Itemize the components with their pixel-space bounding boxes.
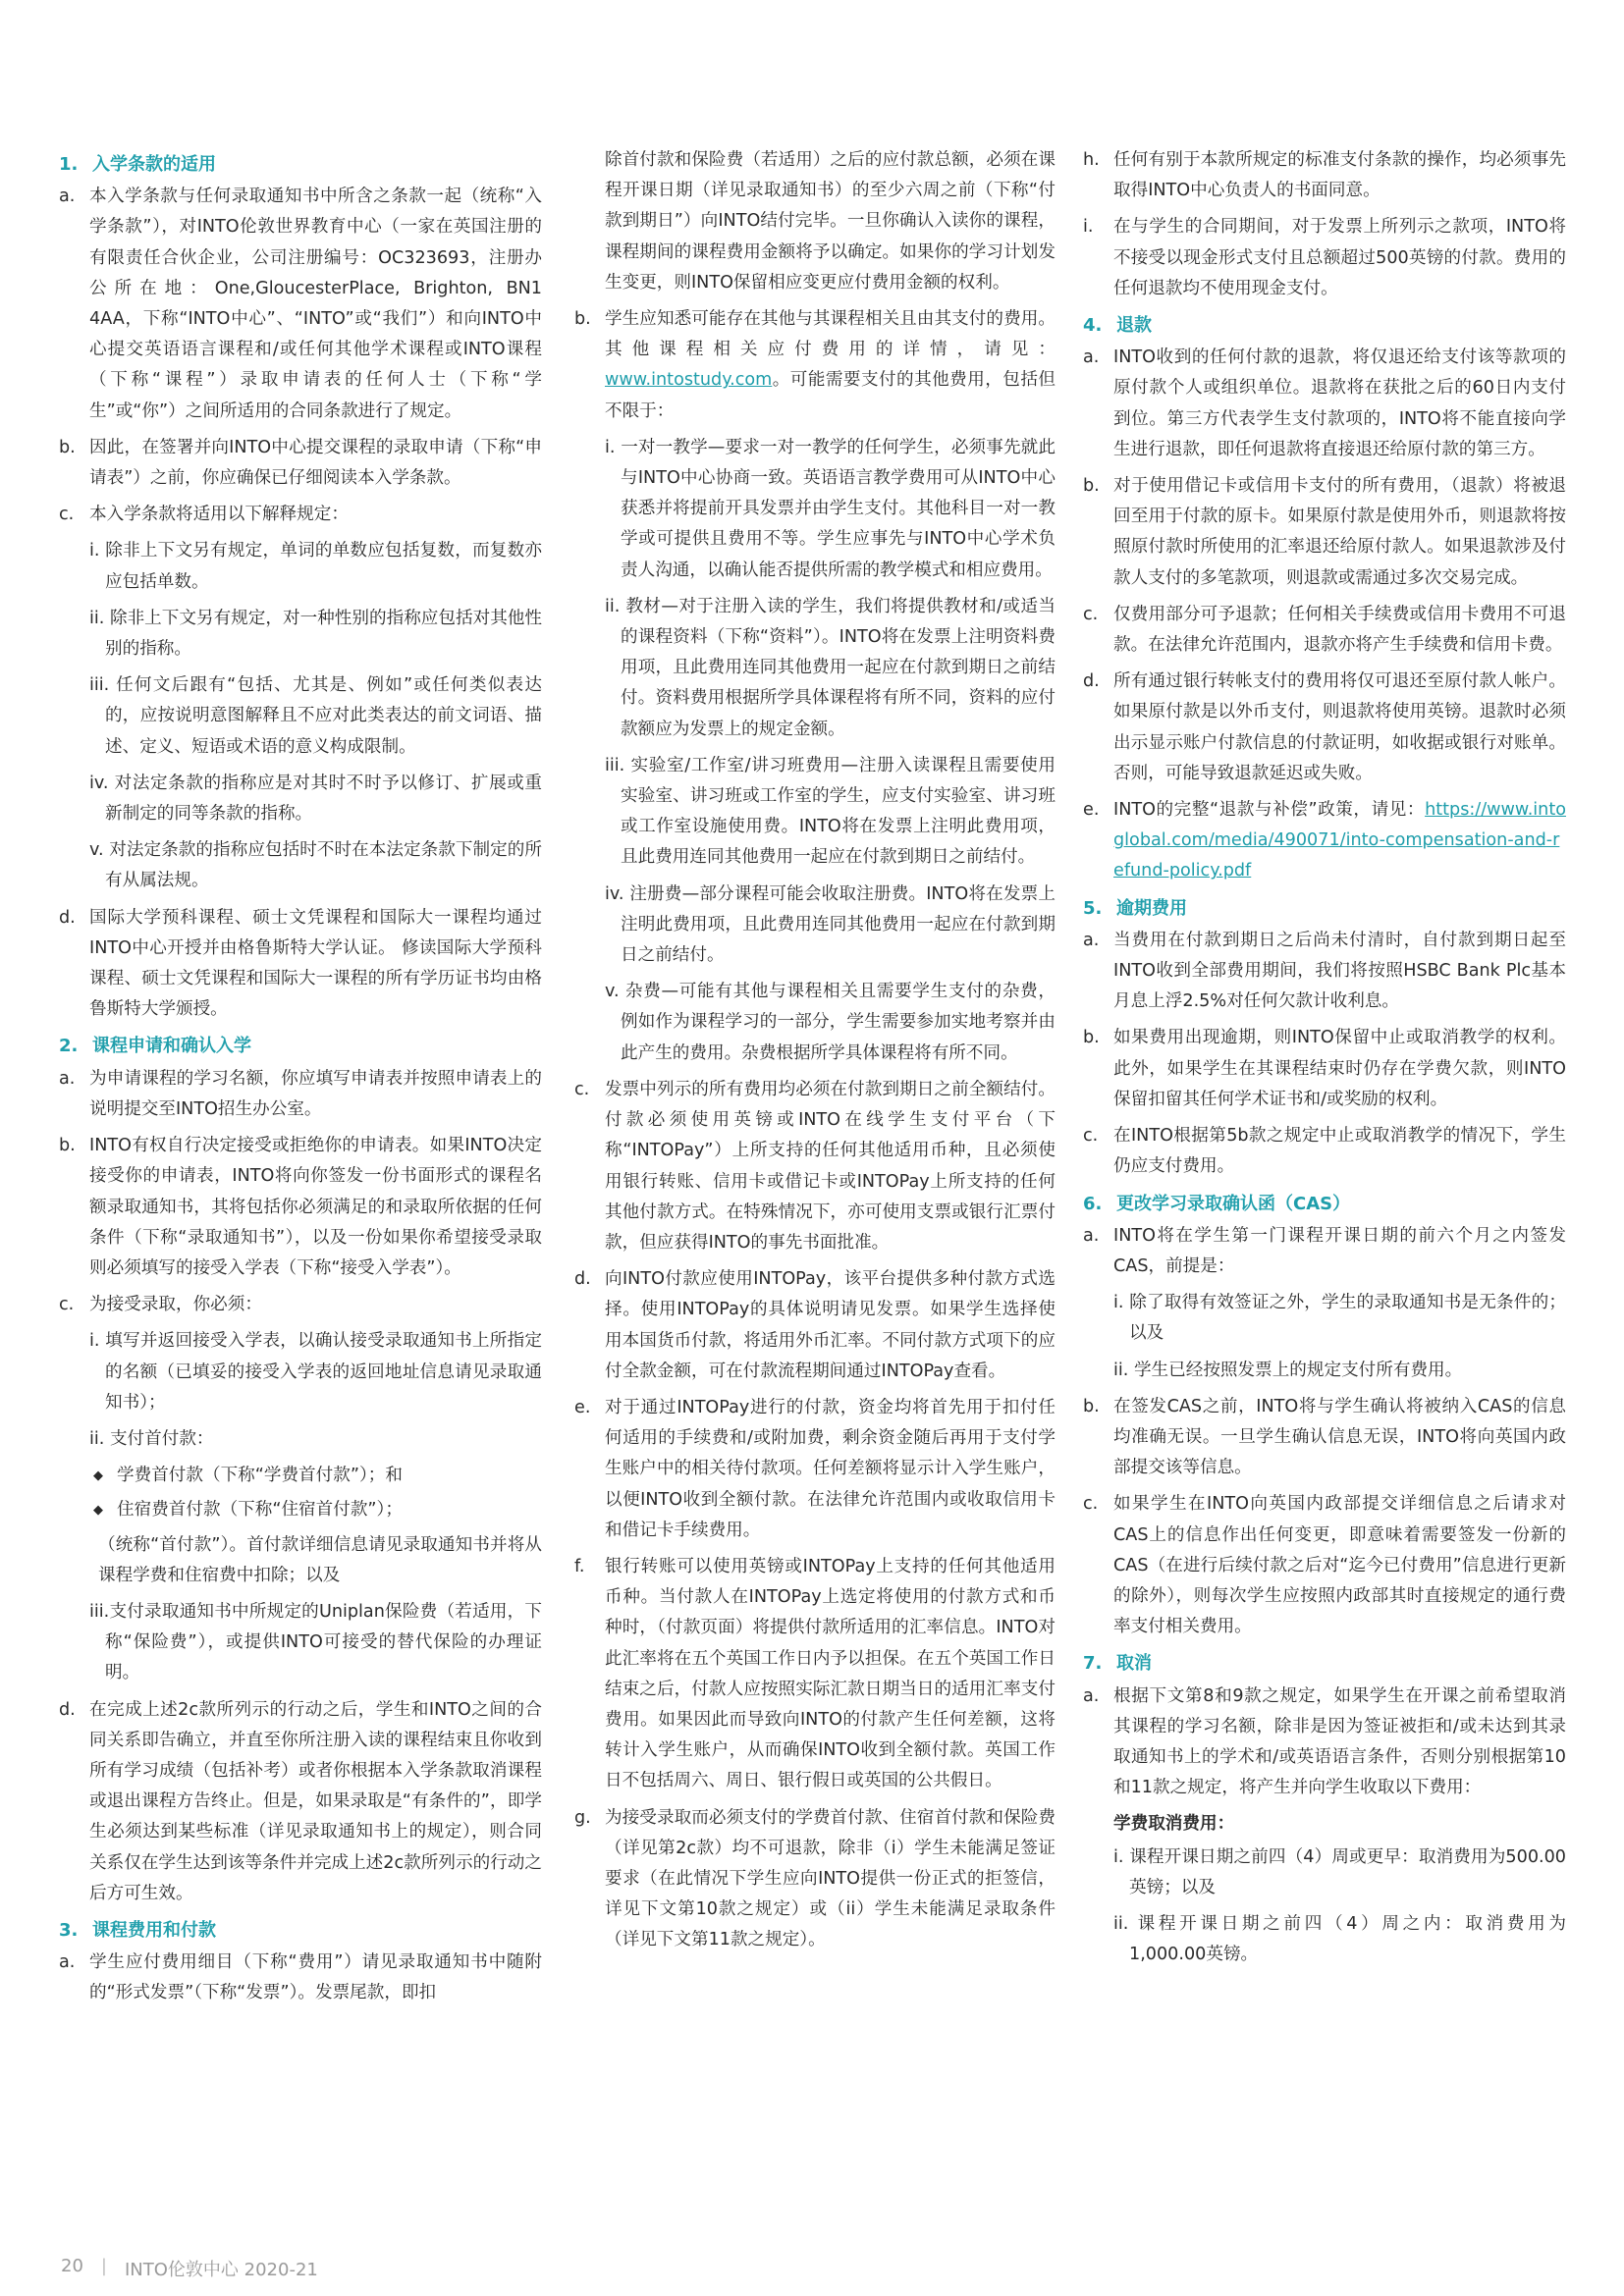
clause-5a <box>1083 926 1566 1018</box>
clause-text: 银行转账可以使用英镑或INTOPay上支持的任何其他适用币种。当付款人在INTOPay上选定将使用的付款方式和币种时，（付款页面）将提供付款所适用的汇率信息。INTO对此汇率将在五个英国工作日内予以担保。在五个英国工作日结束之后，付款人应按照实际汇款日期当日的适用汇率支付费用。如果因此而导致向INTO的付款产生任何差额，这将转计入学生账户，从而确保INTO收到全额付款。英国工作日不包括周六、周日、银行假日或英国的公共假日。 <box>605 1556 1056 1791</box>
clause-3g <box>574 1803 1056 1956</box>
clause-label: g. <box>574 1807 591 1828</box>
clause-text-part: 。可能需要支付的其他费用，包括但不限于： <box>605 370 1056 421</box>
clause-4e <box>1083 795 1566 887</box>
bullet-item <box>59 1461 542 1491</box>
clause-5b <box>1083 1023 1566 1115</box>
section-6-heading <box>1083 1189 1566 1219</box>
clause-text: 为申请课程的学习名额，你应填写申请表并按照申请表上的说明提交至INTO招生办公室。 <box>89 1068 542 1119</box>
clause-3b <box>574 304 1056 427</box>
section-1-heading <box>59 149 542 180</box>
clause-text-part: 学生应知悉可能存在其他与其课程相关且由其支付的费用。其他课程相关应付费用的详情，请见： <box>605 309 1056 360</box>
clause-1c-ii: ii. 除非上下文另有规定，对一种性别的指称应包括对其他性别的指称。 <box>89 608 542 660</box>
clause-text: 发票中列示的所有费用均必须在付款到期日之前全额结付。付款必须使用英镑或INTO在线学生支付平台（下称“INTOPay”）上所支持的任何其他适用币种，且必须使用银行转账、信用卡或借记卡或INTOPay上所支持的任何其他付款方式。在特殊情况下，亦可使用支票或银行汇票付款，但应获得INTO的事先书面批准。 <box>605 1079 1056 1253</box>
refund-policy-link[interactable]: https://www.intoglobal.com/media/490071/into-compensation-and-refund-policy.pdf <box>1113 800 1566 881</box>
clause-label: b. <box>574 309 591 330</box>
clause-2c-i: i. 填写并返回接受入学表，以确认接受录取通知书上所指定的名额（已填妥的接受入学表的返回地址信息请见录取通知书）； <box>89 1331 542 1413</box>
clause-3h <box>1083 145 1566 206</box>
clause-3i <box>1083 212 1566 304</box>
clause-label: i. <box>1083 217 1094 238</box>
clause-label: a. <box>1083 347 1100 368</box>
clause-text: 在完成上述2c款所列示的行动之后，学生和INTO之间的合同关系即告确立，并直至你所注册入读的课程结束且你收到所有学习成绩（包括补考）或者你根据本入学条款取消课程或退出课程方告终止。但是，如果录取是“有条件的”，即学生必须达到某些标准（详见录取通知书上的规定），则合同关系仅在学生达到该等条件并完成上述2c款所列示的行动之后方可生效。 <box>89 1699 542 1903</box>
section-number: 3. <box>59 1919 79 1941</box>
clause-6b <box>1083 1392 1566 1484</box>
section-2-heading <box>59 1031 542 1061</box>
down-payment-note: （统称“首付款”）。首付款详细信息请见录取通知书并将从课程学费和住宿费中扣除；以及 <box>98 1534 542 1585</box>
page-number: 20 <box>61 2256 83 2276</box>
clause-text: 本入学条款与任何录取通知书中所含之条款一起（统称“入学条款”），对INTO伦敦世界教育中心（一家在英国注册的有限责任合伙企业，公司注册编号：OC323693，注册办公所在地：One,GloucesterPlace, Brighton, BN1 4AA，下称“INTO中心”、“INTO”或“我们”）和向INTO中心提交英语语言课程和/或任何其他学术课程或INTO课程（下称“课程”）录取申请表的任何人士（下称“学生”或“你”）之间所适用的合同条款进行了规定。 <box>89 187 542 421</box>
clause-text: 所有通过银行转帐支付的费用将仅可退还至原付款人帐户。如果原付款是以外币支付，则退款将使用英镑。退款时必须出示显示账户付款信息的付款证明，如收据或银行对账单。否则，可能导致退款延迟或失败。 <box>1113 671 1566 783</box>
column-3 <box>1083 145 1566 1976</box>
clause-3b-ii: ii. 教材—对于注册入读的学生，我们将提供教材和/或适当的课程资料（下称“资料”）。INTO将在发票上注明资料费用项，且此费用连同其他费用一起应在付款到期日之前结付。资料费用根据所学具体课程将有所不同，资料的应付款额应为发票上的规定金额。 <box>605 596 1056 739</box>
clause-text: 当费用在付款到期日之后尚未付清时，自付款到期日起至INTO收到全部费用期间，我们将按照HSBC Bank Plc基本月息上浮2.5%对任何欠款计收利息。 <box>1113 930 1566 1012</box>
clause-label: b. <box>1083 476 1100 497</box>
clause-text: 因此，在签署并向INTO中心提交课程的录取申请（下称“申请表”）之前，你应确保已仔细阅读本入学条款。 <box>89 437 542 489</box>
section-3-heading <box>59 1915 542 1946</box>
clause-label: c. <box>1083 604 1099 624</box>
clause-3b-iii: iii. 实验室/工作室/讲习班费用—注册入读课程且需要使用实验室、讲习班或工作室的学生，应支付实验室、讲习班或工作室设施使用费。INTO将在发票上注明此费用项，且此费用连同其他费用一起应在付款到期日之前结付。 <box>605 755 1056 868</box>
clause-2c-ii: ii. 支付首付款： <box>89 1428 214 1449</box>
section-7-heading <box>1083 1648 1566 1679</box>
clause-label: f. <box>574 1556 585 1576</box>
clause-3e <box>574 1393 1056 1546</box>
clause-7a-i: i. 课程开课日期之前四（4）周或更早：取消费用为500.00英镑；以及 <box>1113 1846 1566 1897</box>
clause-3f <box>574 1552 1056 1797</box>
clause-1c-v: v. 对法定条款的指称应包括时不时在本法定条款下制定的所有从属法规。 <box>89 840 542 891</box>
clause-text-part: INTO的完整“退款与补偿”政策，请见： <box>1113 800 1426 821</box>
clause-label: c. <box>574 1079 590 1099</box>
clause-6a-ii: ii. 学生已经按照发票上的规定支付所有费用。 <box>1113 1360 1463 1380</box>
clause-text: INTO将在学生第一门课程开课日期的前六个月之内签发CAS，前提是： <box>1113 1225 1566 1276</box>
clause-2c-iii: iii.支付录取通知书中所规定的Uniplan保险费（若适用，下称“保险费”），或提供INTO可接受的替代保险的办理证明。 <box>89 1601 542 1683</box>
clause-label: c. <box>1083 1126 1099 1147</box>
clause-2b <box>59 1131 542 1284</box>
clause-3b-v: v. 杂费—可能有其他与课程相关且需要学生支付的杂费，例如作为课程学习的一部分，学生需要参加实地考察并由此产生的费用。杂费根据所学具体课程将有所不同。 <box>605 982 1056 1063</box>
clause-7a-ii: ii. 课程开课日期之前四（4）周之内：取消费用为1,000.00英镑。 <box>1113 1913 1566 1965</box>
clause-3a-continued: 除首付款和保险费（若适用）之后的应付款总额，必须在课程开课日期（详见录取通知书）的至少六周之前（下称“付款到期日”）向INTO结付完毕。一旦你确认入读你的课程，课程期间的课程费用金额将予以确定。如果你的学习计划发生变更，则INTO保留相应变更应付费用金额的权利。 <box>605 150 1056 293</box>
footer-title: INTO伦敦中心 2020-21 <box>124 2260 318 2280</box>
clause-label: h. <box>1083 150 1100 170</box>
clause-6a-i: i. 除了取得有效签证之外，学生的录取通知书是无条件的；以及 <box>1113 1293 1566 1344</box>
clause-text: 国际大学预科课程、硕士文凭课程和国际大一课程均通过INTO中心开授并由格鲁斯特大学认证。 修读国际大学预科课程、硕士文凭课程和国际大一课程的所有学历证书均由格鲁斯特大学颁授。 <box>89 907 542 1020</box>
clause-text: 向INTO付款应使用INTOPay，该平台提供多种付款方式选择。使用INTOPay的具体说明请见发票。如果学生选择使用本国货币付款，将适用外币汇率。不同付款方式项下的应付全款金额，可在付款流程期间通过INTOPay查看。 <box>605 1269 1056 1381</box>
bullet-text: 住宿费首付款（下称“住宿首付款”）； <box>117 1500 403 1521</box>
page-footer <box>61 2256 318 2281</box>
section-title: 课程费用和付款 <box>92 1919 216 1941</box>
clause-text: INTO收到的任何付款的退款，将仅退还给支付该等款项的原付款个人或组织单位。退款将在获批之后的60日内支付到位。第三方代表学生支付款项的，INTO将不能直接向学生进行退款，即任何退款将直接退还给原付款的第三方。 <box>1113 347 1566 459</box>
clause-6a <box>1083 1221 1566 1282</box>
diamond-bullet-icon: ◆ <box>93 1468 103 1484</box>
clause-text: 仅费用部分可予退款；任何相关手续费或信用卡费用不可退款。在法律允许范围内，退款亦将产生手续费和信用卡费。 <box>1113 604 1566 656</box>
clause-text: 如果学生在INTO向英国内政部提交详细信息之后请求对CAS上的信息作出任何变更，即意味着需要签发一份新的CAS（在进行后续付款之后对“迄今已付费用”信息进行更新的除外），则每次学生应按照内政部其时直接规定的通行费率支付相关费用。 <box>1113 1494 1566 1637</box>
clause-4d <box>1083 667 1566 789</box>
clause-2c <box>59 1290 542 1320</box>
clause-1d <box>59 903 542 1026</box>
diamond-bullet-icon: ◆ <box>93 1503 103 1519</box>
clause-1c-iii: iii. 任何文后跟有“包括、尤其是、例如”或任何类似表达的，应按说明意图解释且不应对此类表达的前文词语、描述、定义、短语或术语的意义构成限制。 <box>89 675 542 757</box>
clause-label: d. <box>59 1699 76 1720</box>
clause-label: d. <box>574 1269 591 1290</box>
clause-label: d. <box>1083 671 1100 692</box>
clause-text: INTO有权自行决定接受或拒绝你的申请表。如果INTO决定接受你的申请表，INTO将向你签发一份书面形式的课程名额录取通知书，其将包括你必须满足的和录取所依据的任何条件（下称“录取通知书”），以及一份如果你希望接受录取则必须填写的接受入学表（下称“接受入学表”）。 <box>89 1136 542 1278</box>
clause-7a <box>1083 1682 1566 1804</box>
clause-text: 为接受录取，你必须： <box>89 1295 262 1315</box>
section-4-heading <box>1083 310 1566 341</box>
section-number: 4. <box>1083 315 1103 337</box>
clause-text: 为接受录取而必须支付的学费首付款、住宿首付款和保险费（详见第2c款）均不可退款，除非（i）学生未能满足签证要求（在此情况下学生应向INTO提供一份正式的拒签信，详见下文第10款之规定）或（ii）学生未能满足录取条件（详见下文第11款之规定）。 <box>605 1807 1056 1950</box>
clause-2d <box>59 1695 542 1909</box>
clause-1a <box>59 182 542 427</box>
clause-label: d. <box>59 907 76 928</box>
clause-1c-i: i. 除非上下文另有规定，单词的单数应包括复数，而复数亦应包括单数。 <box>89 541 542 592</box>
clause-4b <box>1083 471 1566 594</box>
clause-text: 根据下文第8和9款之规定，如果学生在开课之前希望取消其课程的学习名额，除非是因为签证被拒和/或未达到其录取通知书上的学术和/或英语语言条件，否则分别根据第10和11款之规定，将产生并向学生收取以下费用： <box>1113 1685 1566 1798</box>
clause-3d <box>574 1264 1056 1387</box>
section-title: 课程申请和确认入学 <box>92 1036 251 1057</box>
clause-text: 在INTO根据第5b款之规定中止或取消教学的情况下，学生仍应支付费用。 <box>1113 1126 1566 1177</box>
clause-text <box>1113 795 1566 887</box>
clause-3b-i: i. 一对一教学—要求一对一教学的任何学生，必须事先就此与INTO中心协商一致。英语语言教学费用可从INTO中心获悉并将提前开具发票并由学生支付。其他科目一对一教学或可提供且费用不等。学生应事先与INTO中心学术负责人沟通，以确认能否提供所需的教学模式和相应费用。 <box>605 437 1056 580</box>
clause-label: c. <box>1083 1494 1099 1515</box>
clause-1b <box>59 433 542 494</box>
clause-4a <box>1083 343 1566 465</box>
clause-label: b. <box>59 1136 76 1156</box>
clause-text <box>605 304 1056 427</box>
clause-text: 在与学生的合同期间，对于发票上所列示之款项，INTO将不接受以现金形式支付且总额超过500英镑的付款。费用的任何退款均不使用现金支付。 <box>1113 217 1566 298</box>
clause-text: 本入学条款将适用以下解释规定： <box>89 505 349 525</box>
section-title: 取消 <box>1116 1653 1152 1675</box>
clause-label: a. <box>1083 1685 1100 1706</box>
clause-label: c. <box>59 1295 75 1315</box>
clause-text: 任何有别于本款所规定的标准支付条款的操作，均必须事先取得INTO中心负责人的书面同意。 <box>1113 150 1566 201</box>
column-2 <box>574 145 1056 1962</box>
section-title: 入学条款的适用 <box>92 154 216 175</box>
clause-label: b. <box>1083 1396 1100 1416</box>
clause-5c <box>1083 1121 1566 1182</box>
section-number: 6. <box>1083 1193 1103 1214</box>
clause-text: 在签发CAS之前，INTO将与学生确认将被纳入CAS的信息均准确无误。一旦学生确认信息无误，INTO将向英国内政部提交该等信息。 <box>1113 1396 1566 1478</box>
bullet-item <box>59 1495 542 1525</box>
bullet-text: 学费首付款（下称“学费首付款”）；和 <box>117 1466 403 1486</box>
clause-text: 对于通过INTOPay进行的付款，资金均将首先用于扣付任何适用的手续费和/或附加费，剩余资金随后再用于支付学生账户中的相关待付款项。任何差额将显示计入学生账户，以便INTO收到全额付款。在法律允许范围内或收取信用卡和借记卡手续费用。 <box>605 1397 1056 1540</box>
clause-label: e. <box>1083 800 1100 821</box>
section-number: 7. <box>1083 1653 1103 1675</box>
section-number: 1. <box>59 154 79 175</box>
clause-text: 如果费用出现逾期，则INTO保留中止或取消教学的权利。此外，如果学生在其课程结束时仍存在学费欠款，则INTO保留扣留其任何学术证书和/或奖励的权利。 <box>1113 1028 1566 1109</box>
clause-3c <box>574 1075 1056 1258</box>
clause-4c <box>1083 600 1566 661</box>
clause-label: b. <box>59 437 76 457</box>
intostudy-link[interactable]: www.intostudy.com <box>605 370 773 391</box>
column-1 <box>59 145 542 2015</box>
section-title: 退款 <box>1116 315 1152 337</box>
clause-label: a. <box>59 187 76 207</box>
section-title: 更改学习录取确认函（CAS） <box>1116 1193 1351 1214</box>
clause-3b-iv: iv. 注册费—部分课程可能会收取注册费。INTO将在发票上注明此费用项，且此费用连同其他费用一起应在付款到期日之前结付。 <box>605 883 1056 966</box>
clause-1c-iv: iv. 对法定条款的指称应是对其时不时予以修订、扩展或重新制定的同等条款的指称。 <box>89 773 542 825</box>
clause-label: b. <box>1083 1028 1100 1048</box>
tuition-cancellation-fee-heading: 学费取消费用： <box>1113 1814 1235 1835</box>
clause-label: e. <box>574 1397 591 1417</box>
clause-text: 学生应付费用细目（下称“费用”）请见录取通知书中随附的“形式发票”（下称“发票”）。发票尾款，即扣 <box>89 1952 542 2003</box>
section-number: 5. <box>1083 897 1103 919</box>
clause-text: 对于使用借记卡或信用卡支付的所有费用，（退款）将被退回至用于付款的原卡。如果原付款是使用外币，则退款将按照原付款时所使用的汇率退还给原付款人。如果退款涉及付款人支付的多笔款项，则退款或需通过多次交易完成。 <box>1113 476 1566 588</box>
clause-label: a. <box>1083 1225 1100 1246</box>
footer-separator: | <box>100 2256 107 2276</box>
clause-label: a. <box>59 1952 76 1973</box>
clause-label: a. <box>1083 930 1100 950</box>
clause-label: c. <box>59 505 75 525</box>
section-title: 逾期费用 <box>1116 897 1187 919</box>
clause-6c <box>1083 1489 1566 1642</box>
section-number: 2. <box>59 1036 79 1057</box>
clause-1c <box>59 500 542 530</box>
clause-label: a. <box>59 1068 76 1089</box>
clause-3a <box>59 1948 542 2008</box>
clause-2a <box>59 1064 542 1125</box>
section-5-heading <box>1083 893 1566 924</box>
